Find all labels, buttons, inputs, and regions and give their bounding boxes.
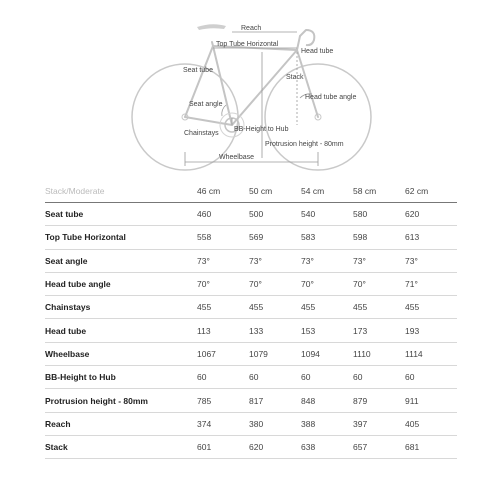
table-cell: 1114 bbox=[405, 342, 457, 365]
table-cell: 540 bbox=[301, 203, 353, 226]
row-label: Seat angle bbox=[45, 249, 197, 272]
table-cell: 1110 bbox=[353, 342, 405, 365]
label-protrusion-height: Protrusion height - 80mm bbox=[265, 141, 344, 148]
row-label: Protrusion height - 80mm bbox=[45, 389, 197, 412]
label-head-tube: Head tube bbox=[301, 48, 334, 55]
table-row bbox=[45, 226, 457, 249]
row-label: Chainstays bbox=[45, 296, 197, 319]
label-reach: Reach bbox=[241, 25, 262, 32]
label-head-tube-angle: Head tube angle bbox=[305, 94, 357, 101]
row-label: Stack bbox=[45, 435, 197, 458]
table-cell: 60 bbox=[197, 366, 249, 389]
table-row bbox=[45, 412, 457, 435]
label-seat-angle: Seat angle bbox=[189, 101, 223, 108]
label-seat-tube: Seat tube bbox=[183, 67, 213, 74]
table-row bbox=[45, 319, 457, 342]
table-cell: 681 bbox=[405, 435, 457, 458]
bike-geometry-diagram bbox=[0, 0, 500, 178]
table-cell: 397 bbox=[353, 412, 405, 435]
table-cell: 60 bbox=[249, 366, 301, 389]
table-cell: 455 bbox=[301, 296, 353, 319]
table-header-row bbox=[45, 180, 457, 203]
table-cell: 879 bbox=[353, 389, 405, 412]
table-cell: 71° bbox=[405, 272, 457, 295]
table-cell: 455 bbox=[353, 296, 405, 319]
table-cell: 911 bbox=[405, 389, 457, 412]
table-cell: 405 bbox=[405, 412, 457, 435]
table-cell: 73° bbox=[249, 249, 301, 272]
table-cell: 73° bbox=[301, 249, 353, 272]
table-corner-label: Stack/Moderate bbox=[45, 180, 197, 203]
table-cell: 70° bbox=[353, 272, 405, 295]
geometry-table bbox=[45, 180, 457, 459]
table-cell: 73° bbox=[197, 249, 249, 272]
table-cell: 1079 bbox=[249, 342, 301, 365]
table-cell: 598 bbox=[353, 226, 405, 249]
table-row bbox=[45, 366, 457, 389]
row-label: Reach bbox=[45, 412, 197, 435]
table-cell: 817 bbox=[249, 389, 301, 412]
table-cell: 70° bbox=[249, 272, 301, 295]
row-label: Head tube bbox=[45, 319, 197, 342]
label-wheelbase: Wheelbase bbox=[219, 154, 255, 161]
table-cell: 620 bbox=[249, 435, 301, 458]
label-top-tube-horizontal: Top Tube Horizontal bbox=[216, 41, 279, 48]
saddle bbox=[197, 24, 226, 30]
table-cell: 613 bbox=[405, 226, 457, 249]
row-label: Wheelbase bbox=[45, 342, 197, 365]
size-header: 50 cm bbox=[249, 180, 301, 203]
table-cell: 70° bbox=[197, 272, 249, 295]
table-cell: 460 bbox=[197, 203, 249, 226]
table-cell: 638 bbox=[301, 435, 353, 458]
table-cell: 113 bbox=[197, 319, 249, 342]
size-header: 62 cm bbox=[405, 180, 457, 203]
table-cell: 70° bbox=[301, 272, 353, 295]
table-cell: 569 bbox=[249, 226, 301, 249]
table-row bbox=[45, 249, 457, 272]
table-cell: 580 bbox=[353, 203, 405, 226]
row-label: Top Tube Horizontal bbox=[45, 226, 197, 249]
table-cell: 657 bbox=[353, 435, 405, 458]
table-row bbox=[45, 435, 457, 458]
table-row bbox=[45, 203, 457, 226]
table-cell: 583 bbox=[301, 226, 353, 249]
table-row bbox=[45, 296, 457, 319]
table-cell: 380 bbox=[249, 412, 301, 435]
label-bb-height-to-hub: BB-Height to Hub bbox=[234, 126, 289, 133]
table-cell: 153 bbox=[301, 319, 353, 342]
table-cell: 60 bbox=[301, 366, 353, 389]
label-chainstays: Chainstays bbox=[184, 130, 219, 137]
handlebar bbox=[306, 30, 314, 45]
table-cell: 73° bbox=[353, 249, 405, 272]
table-cell: 1094 bbox=[301, 342, 353, 365]
size-header: 46 cm bbox=[197, 180, 249, 203]
table-cell: 1067 bbox=[197, 342, 249, 365]
table-row bbox=[45, 389, 457, 412]
table-cell: 558 bbox=[197, 226, 249, 249]
label-stack: Stack bbox=[286, 74, 304, 81]
table-cell: 388 bbox=[301, 412, 353, 435]
table-cell: 455 bbox=[249, 296, 301, 319]
table-cell: 60 bbox=[353, 366, 405, 389]
row-label: BB-Height to Hub bbox=[45, 366, 197, 389]
table-cell: 173 bbox=[353, 319, 405, 342]
table-cell: 620 bbox=[405, 203, 457, 226]
table-cell: 193 bbox=[405, 319, 457, 342]
table-cell: 455 bbox=[197, 296, 249, 319]
table-cell: 455 bbox=[405, 296, 457, 319]
table-row bbox=[45, 272, 457, 295]
table-cell: 133 bbox=[249, 319, 301, 342]
size-header: 54 cm bbox=[301, 180, 353, 203]
table-cell: 374 bbox=[197, 412, 249, 435]
table-cell: 848 bbox=[301, 389, 353, 412]
table-cell: 500 bbox=[249, 203, 301, 226]
size-header: 58 cm bbox=[353, 180, 405, 203]
table-cell: 785 bbox=[197, 389, 249, 412]
table-row bbox=[45, 342, 457, 365]
table-cell: 60 bbox=[405, 366, 457, 389]
row-label: Seat tube bbox=[45, 203, 197, 226]
row-label: Head tube angle bbox=[45, 272, 197, 295]
table-cell: 73° bbox=[405, 249, 457, 272]
table-cell: 601 bbox=[197, 435, 249, 458]
